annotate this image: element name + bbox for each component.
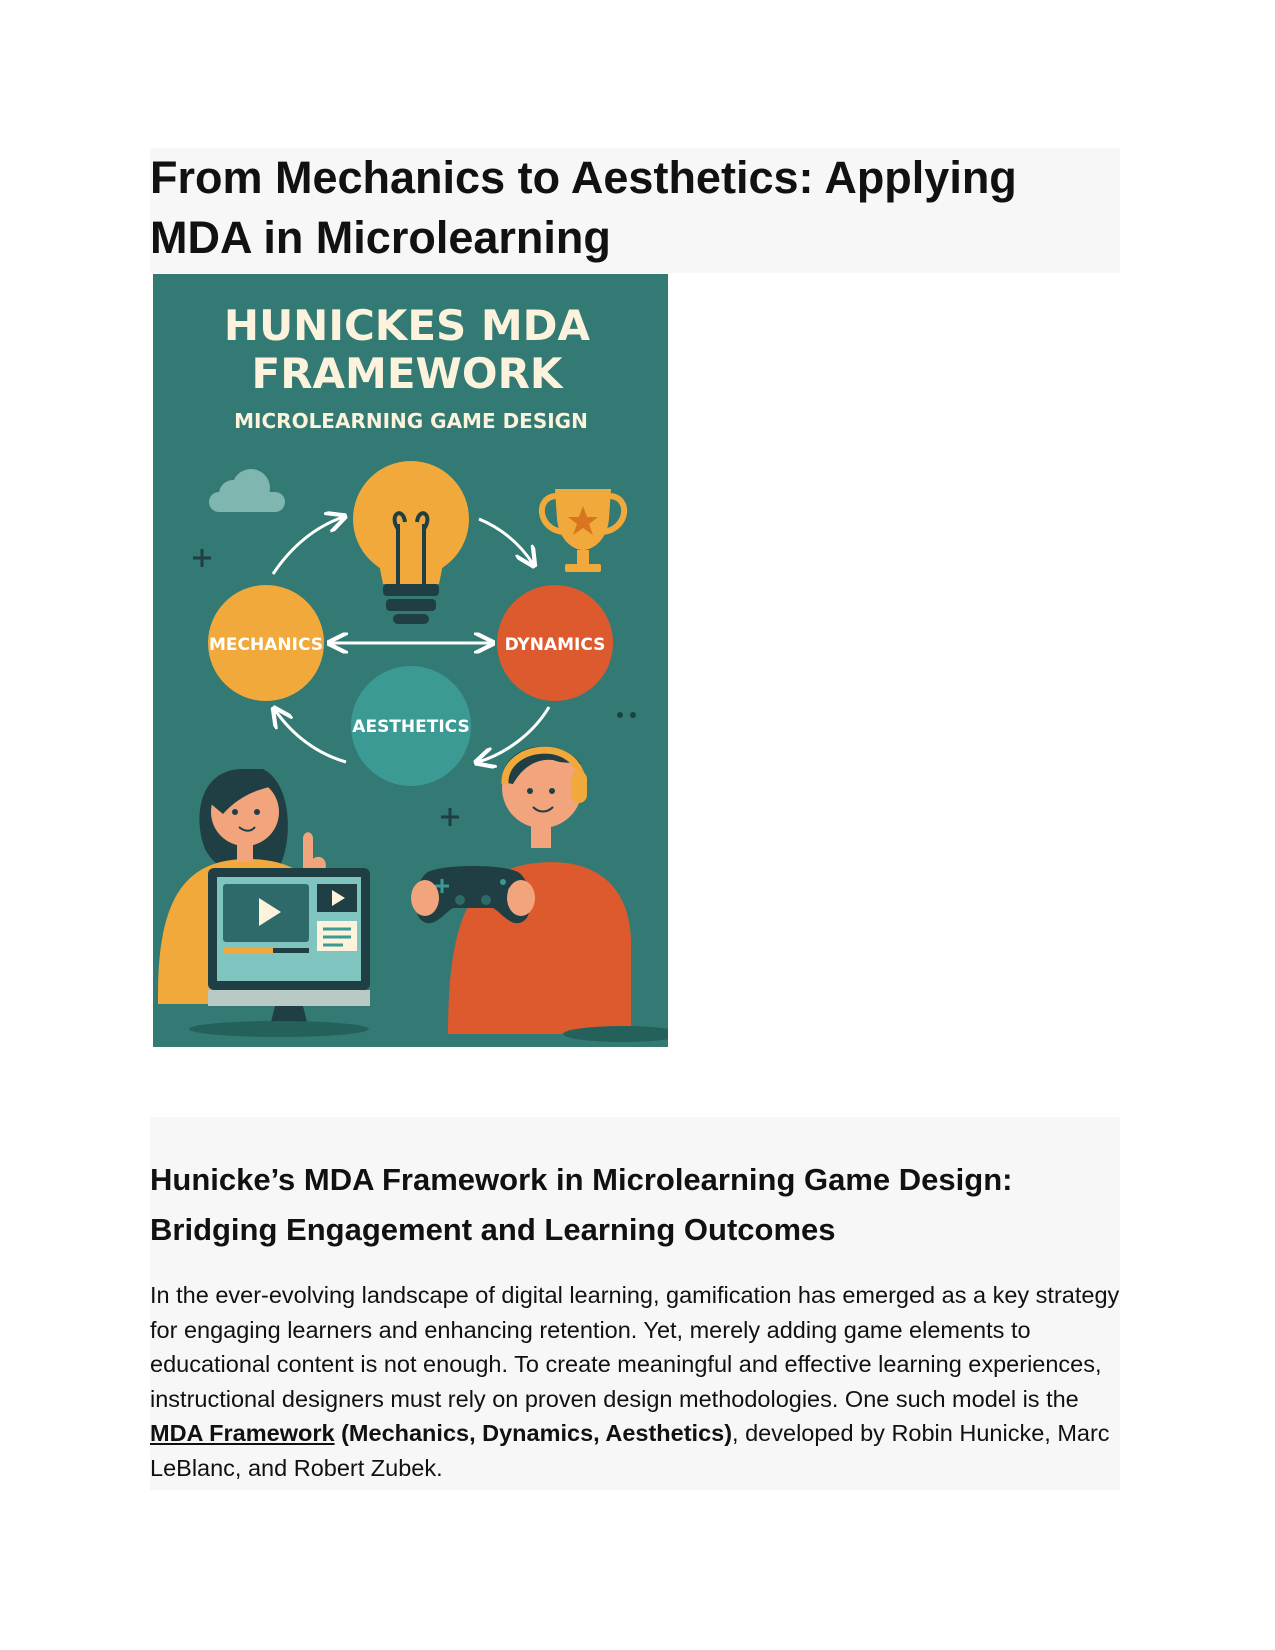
poster-title-line2: FRAMEWORK	[251, 349, 563, 398]
mda-framework-link[interactable]: MDA Framework	[150, 1420, 335, 1446]
intro-section	[150, 1117, 1120, 1490]
mda-poster-image	[153, 274, 668, 1047]
intro-paragraph	[150, 1278, 1125, 1485]
aesthetics-label: AESTHETICS	[352, 717, 470, 737]
page-title: From Mechanics to Aesthetics: Applying MDA in Microlearning	[150, 152, 1017, 263]
mda-expansion-text: (Mechanics, Dynamics, Aesthetics)	[334, 1420, 733, 1446]
section-heading: Hunicke’s MDA Framework in Microlearning Game Design: Bridging Engagement and Learning Outcomes	[150, 1162, 1013, 1247]
poster-title-line1: HUNICKES MDA	[223, 301, 591, 350]
dynamics-node	[497, 585, 613, 701]
intro-text-end: , developed by Robin Hunicke, Marc LeBlanc, and Robert Zubek.	[150, 1420, 1110, 1481]
aesthetics-node	[351, 666, 471, 786]
mechanics-node	[208, 585, 324, 701]
dynamics-label: DYNAMICS	[504, 635, 606, 655]
poster-subtitle: MICROLEARNING GAME DESIGN	[234, 409, 588, 433]
mechanics-label: MECHANICS	[209, 635, 323, 655]
intro-text: In the ever-evolving landscape of digital learning, gamification has emerged as a key strategy for engaging learners and enhancing retention. Yet, merely adding game elements to educational content is not enough. To create meaningful and effective learning experiences, instructional designers must rely on proven design methodologies. One such model is the	[150, 1282, 1120, 1412]
title-block	[150, 148, 1120, 273]
